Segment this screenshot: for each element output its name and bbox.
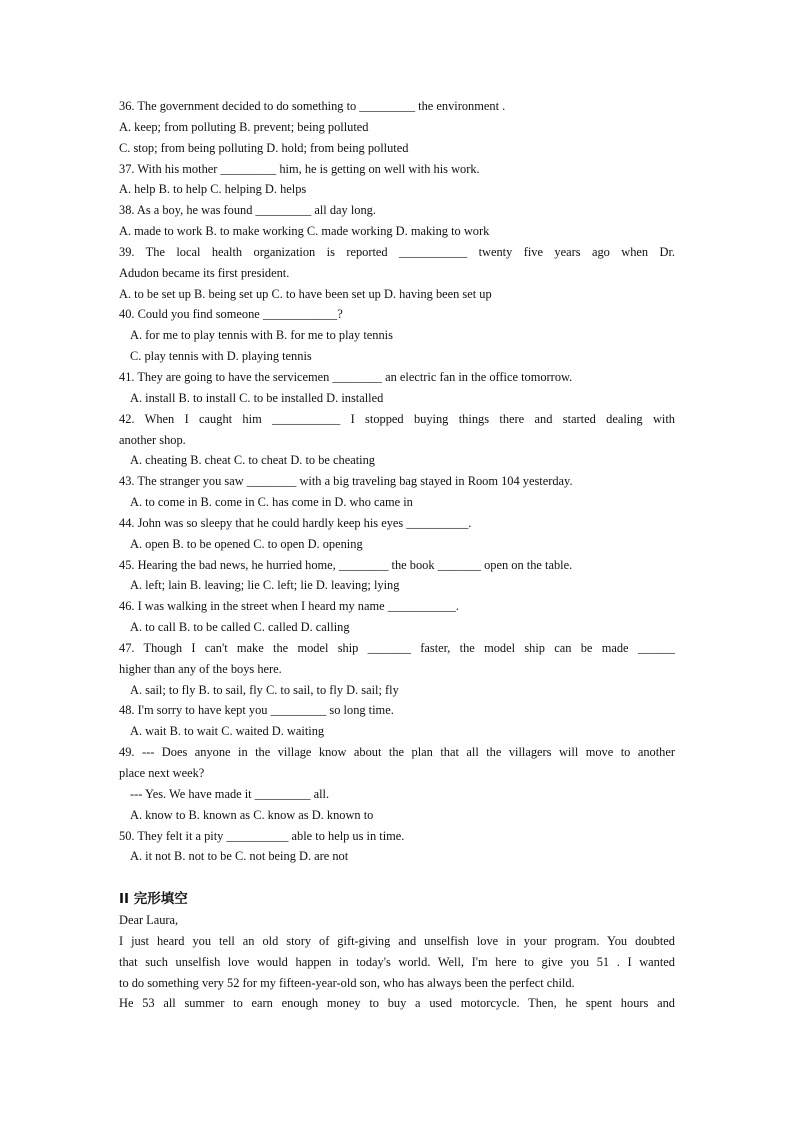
text-line: A. install B. to install C. to be installed D. installed <box>130 390 384 405</box>
text-line: 39. The local health organization is reported ___________ twenty five years ago when Dr. <box>119 244 675 259</box>
text-line: 41. They are going to have the servicemen ________ an electric fan in the office tomorrow. <box>119 369 573 384</box>
text-line: 40. Could you find someone ____________? <box>119 307 343 322</box>
text-line: A. left; lain B. leaving; lie C. left; lie D. leaving; lying <box>130 578 400 593</box>
text-line: A. keep; from polluting B. prevent; being polluted <box>119 119 369 134</box>
text-line: 38. As a boy, he was found _________ all day long. <box>119 203 376 218</box>
text-line: A. for me to play tennis with B. for me to play tennis <box>130 328 393 343</box>
section-heading: II 完形填空 <box>119 891 188 908</box>
text-line: A. cheating B. cheat C. to cheat D. to be cheating <box>130 453 375 468</box>
text-line: 42. When I caught him ___________ I stopped buying things there and started dealing with <box>119 411 675 426</box>
text-line: A. it not B. not to be C. not being D. are not <box>130 849 349 864</box>
text-line: that such unselfish love would happen in today's world. Well, I'm here to give you 51 . I wanted <box>119 954 675 969</box>
text-line: He 53 all summer to earn enough money to buy a used motorcycle. Then, he spent hours and <box>119 996 675 1011</box>
text-line: to do something very 52 for my fifteen-year-old son, who has always been the perfect child. <box>119 975 575 990</box>
text-line: A. made to work B. to make working C. made working D. making to work <box>119 224 490 239</box>
text-line: --- Yes. We have made it _________ all. <box>130 786 330 801</box>
exam-text <box>119 96 675 1014</box>
text-line: 50. They felt it a pity __________ able to help us in time. <box>119 828 405 843</box>
text-line: higher than any of the boys here. <box>119 661 282 676</box>
text-line: C. stop; from being polluting D. hold; from being polluted <box>119 140 409 155</box>
text-line: A. to call B. to be called C. called D. calling <box>130 620 350 635</box>
text-line: A. know to B. known as C. know as D. known to <box>130 807 374 822</box>
text-line: A. to come in B. come in C. has come in D. who came in <box>130 495 413 510</box>
text-line: A. help B. to help C. helping D. helps <box>119 182 307 197</box>
text-line: 49. --- Does anyone in the village know about the plan that all the villagers will move to another <box>119 745 675 760</box>
text-line: 46. I was walking in the street when I heard my name ___________. <box>119 599 459 614</box>
text-line: 37. With his mother _________ him, he is getting on well with his work. <box>119 161 480 176</box>
text-line: 48. I'm sorry to have kept you _________ so long time. <box>119 703 394 718</box>
text-line: A. to be set up B. being set up C. to have been set up D. having been set up <box>119 286 492 301</box>
text-line: 45. Hearing the bad news, he hurried home, ________ the book _______ open on the table. <box>119 557 573 572</box>
text-line: another shop. <box>119 432 186 447</box>
text-line: place next week? <box>119 766 205 780</box>
text-line: 47. Though I can't make the model ship _______ faster, the model ship can be made ______ <box>119 640 675 655</box>
text-line: I just heard you tell an old story of gift-giving and unselfish love in your program. You doubted <box>119 933 675 948</box>
spacer <box>119 867 675 889</box>
text-line: A. wait B. to wait C. waited D. waiting <box>130 724 325 739</box>
text-line: 43. The stranger you saw ________ with a big traveling bag stayed in Room 104 yesterday. <box>119 474 573 489</box>
text-line: A. open B. to be opened C. to open D. opening <box>130 536 363 551</box>
text-line: A. sail; to fly B. to sail, fly C. to sail, to fly D. sail; fly <box>130 682 399 697</box>
text-line: C. play tennis with D. playing tennis <box>130 349 312 364</box>
text-line: 44. John was so sleepy that he could hardly keep his eyes __________. <box>119 515 472 530</box>
text-line: 36. The government decided to do something to _________ the environment . <box>119 99 506 113</box>
text-line: Dear Laura, <box>119 913 179 928</box>
text-line: Adudon became its first president. <box>119 265 290 280</box>
